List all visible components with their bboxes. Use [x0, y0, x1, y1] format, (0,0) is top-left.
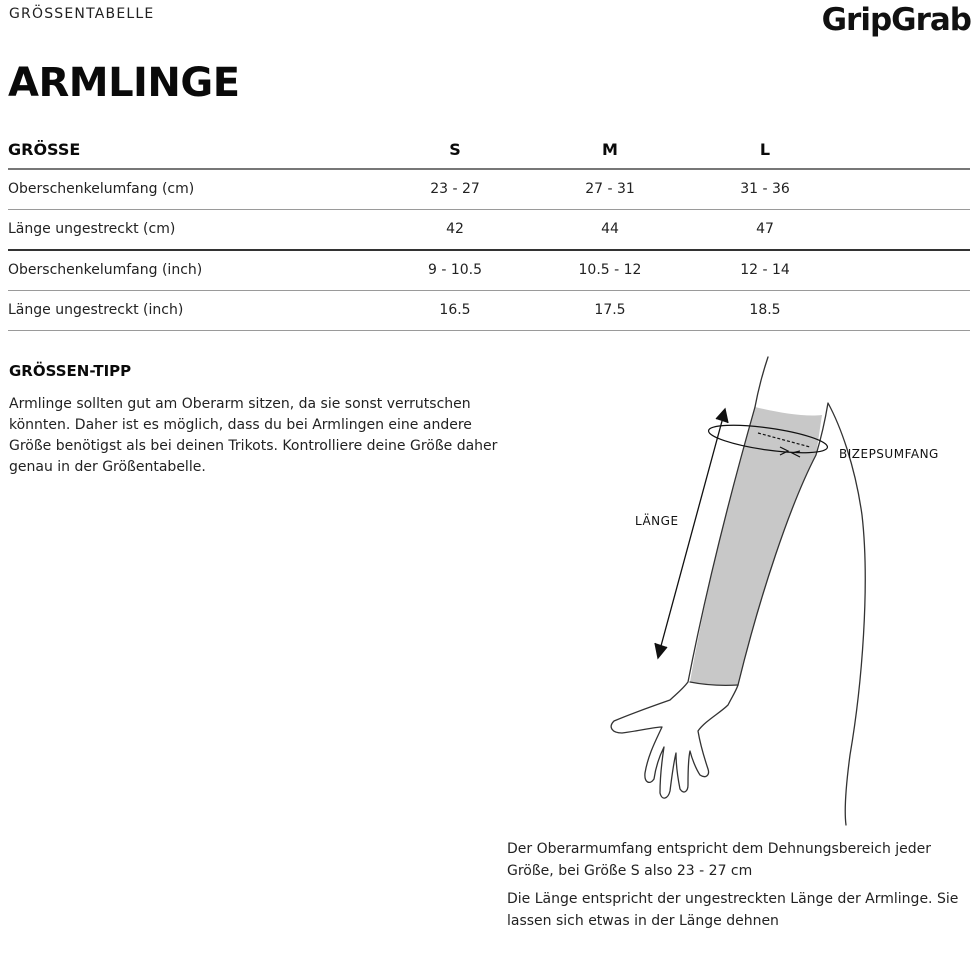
header-size-label: GRÖSSE: [8, 140, 81, 159]
size-tip-heading: GRÖSSEN-TIPP: [9, 362, 132, 380]
page-title: ARMLINGE: [8, 60, 240, 106]
arm-sleeve-illustration: [600, 355, 970, 830]
arrow-up-icon: [716, 409, 728, 423]
biceps-label: BIZEPSUMFANG: [839, 447, 939, 461]
length-note: Die Länge entspricht der ungestreckten Länge der Armlinge. Sie lassen sich etwas in der Länge dehnen: [507, 891, 959, 929]
table-row: Länge ungestreckt (inch) 16.5 17.5 18.5: [8, 291, 970, 331]
table-row: Oberschenkelumfang (inch) 9 - 10.5 10.5 - 12 12 - 14: [8, 251, 970, 291]
table-row: Länge ungestreckt (cm) 42 44 47: [8, 210, 970, 251]
size-table-header: GRÖSSE S M L: [8, 130, 970, 170]
row-label: Oberschenkelumfang (cm): [8, 181, 195, 197]
arrow-down-icon: [655, 643, 667, 658]
size-tip-text: Armlinge sollten gut am Oberarm sitzen, da sie sonst verrutschen könnten. Daher ist es möglich, dass du bei Armlingen eine andere Größe benötigst als bei deinen Trikots. Kontrolliere deine Größe daher genau in der Größentabelle.: [9, 396, 498, 475]
row-label: Länge ungestreckt (cm): [8, 221, 176, 237]
length-label: LÄNGE: [635, 514, 679, 528]
row-label: Länge ungestreckt (inch): [8, 302, 184, 318]
page-kicker: GRÖSSENTABELLE: [9, 6, 155, 22]
circumference-note: Der Oberarmumfang entspricht dem Dehnungsbereich jeder Größe, bei Größe S also 23 - 27 cm: [507, 841, 932, 879]
size-table: [8, 130, 970, 331]
brand-logo: GripGrab: [821, 2, 971, 38]
table-row: Oberschenkelumfang (cm) 23 - 27 27 - 31 31 - 36: [8, 170, 970, 210]
row-label: Oberschenkelumfang (inch): [8, 262, 203, 278]
arm-outline-upper: [755, 357, 768, 407]
